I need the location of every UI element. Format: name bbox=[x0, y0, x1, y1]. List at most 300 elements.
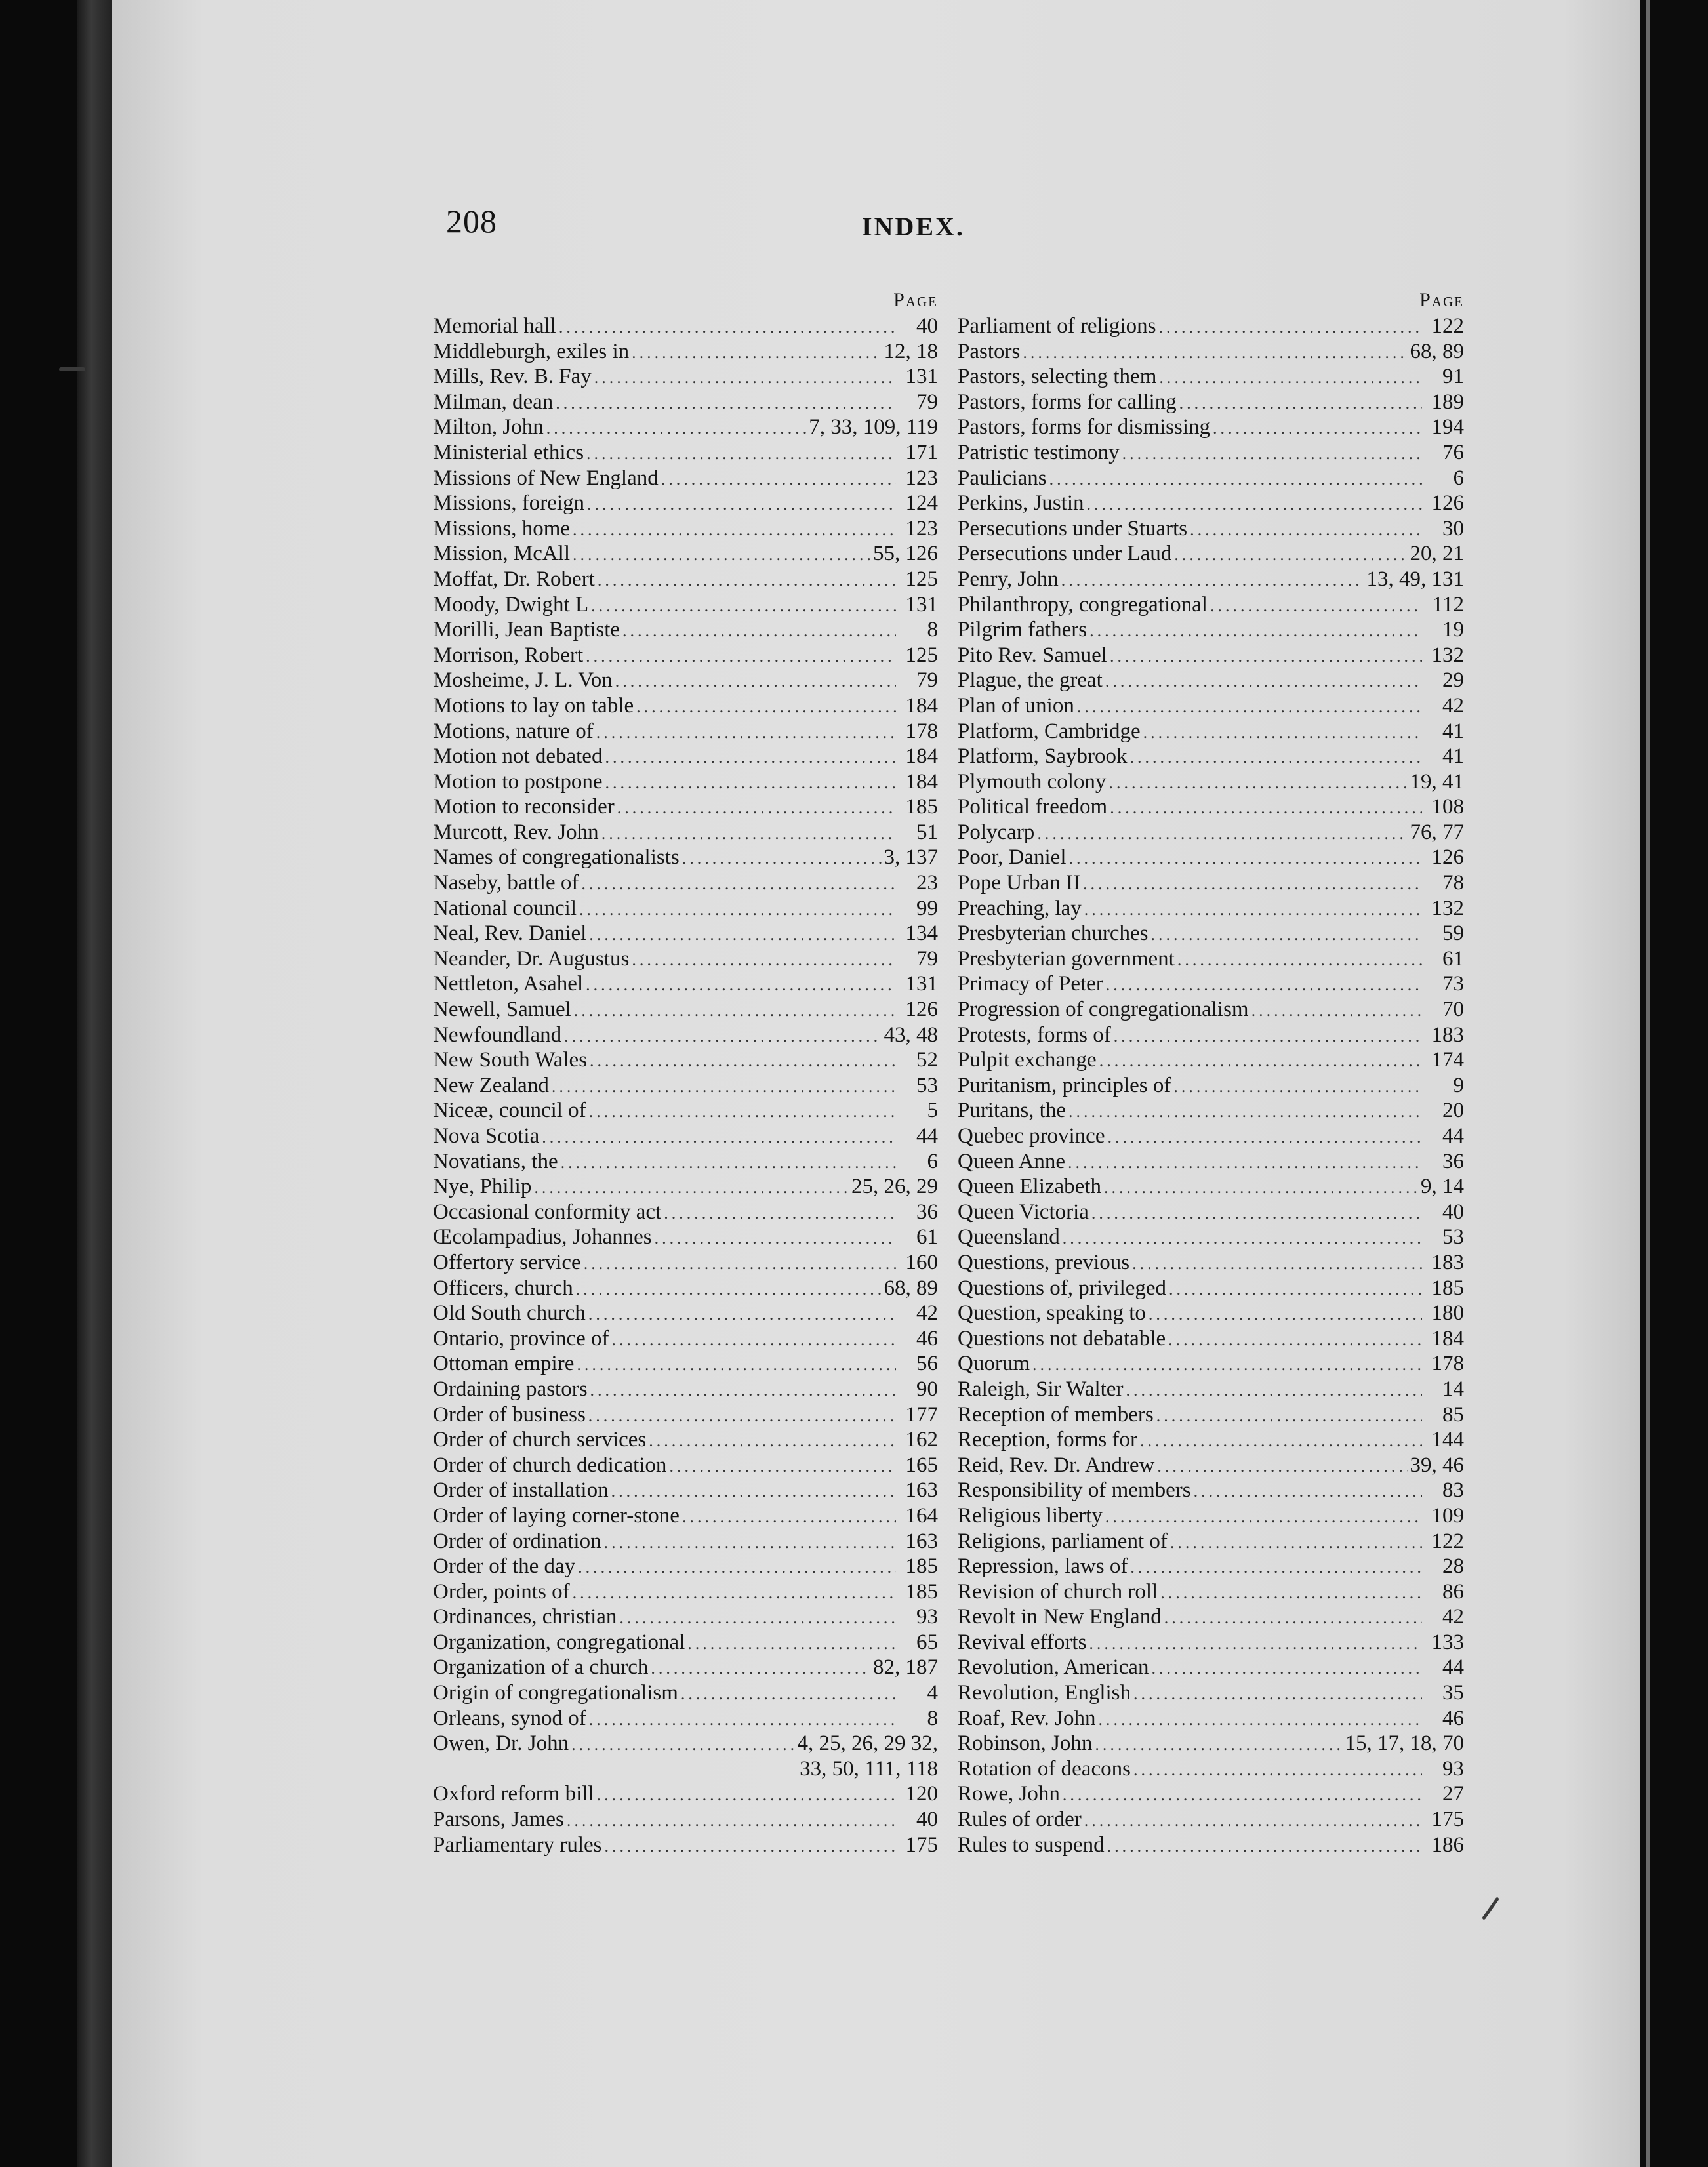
dot-leader bbox=[542, 1125, 896, 1150]
index-entry-term: Names of congregationalists bbox=[433, 845, 680, 870]
index-entry bbox=[433, 1023, 938, 1048]
index-entry-pages: 184 bbox=[1431, 1326, 1464, 1350]
index-entry-pages: 44 bbox=[916, 1124, 938, 1148]
index-entry bbox=[433, 1276, 938, 1301]
dot-leader bbox=[617, 796, 896, 821]
index-entry-pages: 56 bbox=[916, 1352, 938, 1376]
index-entry bbox=[958, 339, 1464, 365]
dot-leader bbox=[584, 1251, 896, 1277]
index-entry-term: Mission, McAll bbox=[433, 542, 571, 566]
index-entry-term: Offertory service bbox=[433, 1250, 581, 1274]
index-entry-pages: 134 bbox=[905, 921, 938, 946]
index-entry bbox=[958, 541, 1464, 567]
index-entry-pages: 20, 21 bbox=[1410, 542, 1464, 566]
index-entry bbox=[958, 1807, 1464, 1833]
dot-leader bbox=[605, 1834, 897, 1859]
index-entry bbox=[958, 1326, 1464, 1352]
index-entry-term: Occasional conformity act bbox=[433, 1200, 662, 1224]
index-entry-pages: 30 bbox=[1442, 516, 1464, 540]
index-entry-term: Paulicians bbox=[958, 466, 1047, 490]
dot-leader bbox=[1156, 1404, 1422, 1429]
index-entry bbox=[433, 1604, 938, 1630]
index-entry bbox=[958, 390, 1464, 415]
index-entry bbox=[433, 820, 938, 845]
index-entry bbox=[433, 1073, 938, 1099]
index-entry-term: Owen, Dr. John bbox=[433, 1732, 569, 1756]
index-entry bbox=[958, 491, 1464, 516]
index-entry-pages: 78 bbox=[1442, 871, 1464, 895]
index-entry-term: Patristic testimony bbox=[958, 440, 1120, 464]
index-entry-pages: 131 bbox=[905, 365, 938, 389]
index-entry bbox=[958, 466, 1464, 491]
index-entry bbox=[958, 971, 1464, 997]
index-entry-term: Penry, John bbox=[958, 567, 1059, 591]
index-entry-term: Roaf, Rev. John bbox=[958, 1706, 1096, 1730]
index-entry-pages: 29 bbox=[1442, 668, 1464, 693]
index-entry bbox=[958, 1453, 1464, 1478]
index-entry-pages: 36 bbox=[1442, 1149, 1464, 1173]
index-entry-term: Officers, church bbox=[433, 1276, 573, 1300]
index-entry-term: Queen Anne bbox=[958, 1149, 1066, 1173]
dot-leader bbox=[587, 492, 896, 517]
index-entry-term: Responsibility of members bbox=[958, 1478, 1191, 1503]
index-entry bbox=[958, 1047, 1464, 1073]
dot-leader bbox=[578, 1555, 896, 1581]
index-entry-term: Reception of members bbox=[958, 1402, 1154, 1427]
index-entry-term: Moody, Dwight L bbox=[433, 592, 589, 617]
index-entry-pages: 163 bbox=[905, 1478, 938, 1503]
dot-leader bbox=[1170, 1530, 1422, 1556]
index-entry bbox=[958, 516, 1464, 542]
dot-leader bbox=[1068, 846, 1422, 872]
index-entry-term: Motion to postpone bbox=[433, 769, 603, 794]
index-entry-pages: 40 bbox=[1442, 1200, 1464, 1224]
index-entry bbox=[958, 643, 1464, 668]
index-entry bbox=[958, 1402, 1464, 1428]
index-entry-term: Plan of union bbox=[958, 693, 1074, 718]
page-title: INDEX. bbox=[862, 212, 965, 241]
index-entry-term: Question, speaking to bbox=[958, 1301, 1146, 1326]
index-entry-term: New South Wales bbox=[433, 1048, 588, 1072]
index-entry bbox=[958, 1604, 1464, 1630]
index-entry bbox=[433, 1250, 938, 1276]
index-entry bbox=[433, 693, 938, 719]
index-entry-pages: 13, 49, 131 bbox=[1366, 567, 1464, 591]
index-entry bbox=[958, 1579, 1464, 1605]
index-entry bbox=[433, 896, 938, 921]
index-entry bbox=[433, 1554, 938, 1579]
index-column-right bbox=[958, 287, 1464, 1857]
index-entry bbox=[433, 921, 938, 946]
dot-leader bbox=[588, 1302, 896, 1327]
dot-leader bbox=[1077, 695, 1422, 720]
index-entry-term: Perkins, Justin bbox=[958, 491, 1084, 516]
index-entry-term: Missions of New England bbox=[433, 466, 659, 490]
index-entry bbox=[433, 1579, 938, 1605]
index-entry-pages: 184 bbox=[905, 769, 938, 794]
dot-leader bbox=[681, 1682, 896, 1707]
dot-leader bbox=[1084, 897, 1422, 923]
dot-leader bbox=[1174, 542, 1407, 568]
index-entry-pages: 131 bbox=[905, 592, 938, 617]
index-entry bbox=[958, 1833, 1464, 1858]
dot-leader bbox=[573, 1581, 896, 1606]
index-entry-pages: 51 bbox=[916, 820, 938, 844]
dot-leader bbox=[586, 441, 896, 467]
index-entry bbox=[433, 845, 938, 870]
index-entry bbox=[433, 1630, 938, 1655]
index-entry-pages: 109 bbox=[1431, 1503, 1464, 1528]
index-entry bbox=[958, 1149, 1464, 1175]
index-entry-pages: 183 bbox=[1431, 1023, 1464, 1047]
index-entry-term: Presbyterian government bbox=[958, 946, 1175, 971]
index-entry-term: Platform, Saybrook bbox=[958, 744, 1128, 769]
index-entry bbox=[433, 1756, 938, 1782]
index-entry-pages: 43, 48 bbox=[884, 1023, 938, 1047]
index-entry-term: Ordaining pastors bbox=[433, 1377, 588, 1401]
index-entry bbox=[958, 921, 1464, 946]
dot-leader bbox=[1095, 1732, 1342, 1758]
index-entry-term: Newfoundland bbox=[433, 1023, 562, 1047]
index-entry-term: Pulpit exchange bbox=[958, 1048, 1097, 1072]
index-entry bbox=[958, 1301, 1464, 1326]
index-entry-pages: 8 bbox=[927, 1706, 938, 1730]
index-entry-pages: 185 bbox=[1431, 1276, 1464, 1300]
index-entry-pages: 61 bbox=[916, 1225, 938, 1249]
index-entry-term: Quorum bbox=[958, 1352, 1030, 1376]
index-entry-term: Oxford reform bill bbox=[433, 1782, 594, 1806]
dot-leader bbox=[1099, 1049, 1422, 1074]
index-entry-term: Quebec province bbox=[958, 1124, 1105, 1148]
column-heading-page: Page bbox=[893, 289, 938, 311]
index-entry bbox=[958, 1731, 1464, 1756]
index-entry bbox=[958, 1225, 1464, 1250]
index-entry-term: Rotation of deacons bbox=[958, 1756, 1131, 1781]
index-entry-term: Nettleton, Asahel bbox=[433, 972, 584, 996]
index-entry-term: Queen Elizabeth bbox=[958, 1175, 1101, 1199]
index-entry-list bbox=[433, 314, 938, 1857]
index-entry-pages: 177 bbox=[905, 1402, 938, 1427]
dot-leader bbox=[655, 1226, 896, 1251]
index-entry-pages: 186 bbox=[1431, 1833, 1464, 1857]
dot-leader bbox=[1143, 720, 1422, 746]
dot-leader bbox=[1126, 1378, 1422, 1404]
index-entry-pages: 122 bbox=[1431, 314, 1464, 338]
index-entry bbox=[433, 415, 938, 440]
index-entry-pages: 163 bbox=[905, 1529, 938, 1553]
index-entry-pages: 189 bbox=[1431, 390, 1464, 414]
dot-leader bbox=[1213, 416, 1422, 441]
dot-leader bbox=[1091, 1201, 1422, 1226]
index-entry-pages: 184 bbox=[905, 744, 938, 769]
index-entry-term: Order of business bbox=[433, 1402, 586, 1427]
index-entry bbox=[433, 617, 938, 643]
index-entry-pages: 162 bbox=[905, 1428, 938, 1452]
index-entry-term: Mills, Rev. B. Fay bbox=[433, 365, 592, 389]
dot-leader bbox=[598, 568, 896, 594]
index-entry-term: Plymouth colony bbox=[958, 769, 1107, 794]
index-entry-pages: 36 bbox=[916, 1200, 938, 1224]
index-entry-term: Niceæ, council of bbox=[433, 1099, 586, 1123]
index-entry-term: Order of church services bbox=[433, 1428, 647, 1452]
index-entry bbox=[433, 1124, 938, 1149]
dot-leader bbox=[577, 1352, 896, 1378]
index-entry bbox=[433, 1706, 938, 1732]
dot-leader bbox=[1150, 922, 1422, 948]
dot-leader bbox=[1151, 1656, 1422, 1682]
dot-leader bbox=[1159, 365, 1422, 391]
index-entry-term: National council bbox=[433, 896, 577, 920]
dot-leader bbox=[1107, 1834, 1422, 1859]
index-entry bbox=[433, 339, 938, 365]
index-entry-pages: 9 bbox=[1453, 1073, 1464, 1097]
index-entry-term: Ordinances, christian bbox=[433, 1605, 617, 1629]
index-entry-pages: 183 bbox=[1431, 1250, 1464, 1274]
index-entry-pages: 108 bbox=[1431, 795, 1464, 819]
index-entry-pages: 93 bbox=[916, 1605, 938, 1629]
index-entry-pages: 40 bbox=[916, 314, 938, 338]
dot-leader bbox=[594, 365, 896, 391]
index-entry-pages: 124 bbox=[905, 491, 938, 516]
dot-leader bbox=[632, 340, 881, 366]
dot-leader bbox=[1049, 467, 1422, 493]
index-entry-term: Naseby, battle of bbox=[433, 871, 579, 895]
index-entry-term: Pastors, forms for dismissing bbox=[958, 415, 1211, 439]
index-entry bbox=[958, 1276, 1464, 1301]
index-entry bbox=[958, 617, 1464, 643]
index-entry-term: Religious liberty bbox=[958, 1503, 1103, 1528]
index-entry-term: Plague, the great bbox=[958, 668, 1103, 693]
index-entry bbox=[958, 1680, 1464, 1706]
index-entry-term: Order of ordination bbox=[433, 1529, 601, 1553]
index-entry bbox=[958, 1351, 1464, 1377]
index-entry-term: Novatians, the bbox=[433, 1149, 558, 1173]
index-entry-pages: 160 bbox=[905, 1250, 938, 1274]
index-entry-pages: 39, 46 bbox=[1410, 1453, 1464, 1477]
index-entry-term: Organization, congregational bbox=[433, 1630, 685, 1654]
index-entry-pages: 8 bbox=[927, 618, 938, 642]
index-entry-pages: 165 bbox=[905, 1453, 938, 1477]
index-entry-pages: 120 bbox=[905, 1782, 938, 1806]
index-entry-term: Ministerial ethics bbox=[433, 440, 584, 464]
index-entry bbox=[958, 1503, 1464, 1529]
index-entry-pages: 55, 126 bbox=[873, 542, 938, 566]
index-entry bbox=[958, 668, 1464, 693]
index-entry-term: Repression, laws of bbox=[958, 1554, 1128, 1579]
index-entry-term: Revolt in New England bbox=[958, 1605, 1162, 1629]
dot-leader bbox=[1108, 771, 1407, 796]
dot-leader bbox=[1032, 1352, 1422, 1378]
index-entry-pages: 19, 41 bbox=[1410, 769, 1464, 794]
dot-leader bbox=[588, 1404, 896, 1429]
index-entry-pages: 125 bbox=[905, 643, 938, 667]
index-entry-term: Old South church bbox=[433, 1301, 586, 1326]
index-entry-pages: 59 bbox=[1442, 921, 1464, 946]
index-entry-term: Motion to reconsider bbox=[433, 795, 615, 819]
index-entry bbox=[958, 1529, 1464, 1554]
dot-leader bbox=[605, 771, 896, 796]
index-entry bbox=[433, 1098, 938, 1124]
index-entry bbox=[958, 870, 1464, 896]
index-entry-term: Missions, foreign bbox=[433, 491, 584, 516]
dot-leader bbox=[1160, 1581, 1422, 1606]
dot-leader bbox=[1130, 1555, 1422, 1581]
index-entry bbox=[433, 1427, 938, 1453]
dot-leader bbox=[1023, 340, 1407, 366]
scan-speck bbox=[1482, 1897, 1499, 1920]
index-entry bbox=[433, 516, 938, 542]
index-entry-term: Milton, John bbox=[433, 415, 544, 439]
index-entry bbox=[433, 1149, 938, 1175]
index-entry bbox=[958, 592, 1464, 618]
dot-leader bbox=[649, 1428, 896, 1454]
index-entry-term: Milman, dean bbox=[433, 390, 554, 414]
index-entry bbox=[433, 744, 938, 769]
index-entry-pages: 73 bbox=[1442, 972, 1464, 996]
index-entry-pages: 6 bbox=[1453, 466, 1464, 490]
index-entry bbox=[433, 769, 938, 795]
index-entry-pages: 79 bbox=[916, 668, 938, 693]
index-entry bbox=[958, 1427, 1464, 1453]
dot-leader bbox=[546, 416, 807, 441]
index-entry bbox=[958, 1706, 1464, 1732]
index-entry-pages: 7, 33, 109, 119 bbox=[809, 415, 938, 439]
dot-leader bbox=[571, 1732, 794, 1758]
index-entry-pages: 164 bbox=[905, 1503, 938, 1528]
index-entry bbox=[433, 1781, 938, 1807]
index-entry bbox=[433, 567, 938, 592]
index-entry-pages: 42 bbox=[916, 1301, 938, 1326]
dot-leader bbox=[1063, 1783, 1422, 1808]
index-entry-pages: 132 bbox=[1431, 643, 1464, 667]
index-entry-term: Persecutions under Stuarts bbox=[958, 516, 1188, 540]
index-entry-term: Revival efforts bbox=[958, 1630, 1087, 1654]
index-entry-term: Revolution, English bbox=[958, 1681, 1131, 1705]
index-entry-pages: 68, 89 bbox=[1410, 339, 1464, 363]
index-entry-pages: 46 bbox=[916, 1326, 938, 1350]
index-entry-term: Organization of a church bbox=[433, 1655, 649, 1680]
index-entry-pages: 185 bbox=[905, 1579, 938, 1604]
index-entry-term: Rowe, John bbox=[958, 1782, 1060, 1806]
dot-leader bbox=[1107, 1125, 1422, 1150]
dot-leader bbox=[1061, 568, 1364, 594]
dot-leader bbox=[632, 948, 896, 973]
index-entry bbox=[433, 971, 938, 997]
dot-leader bbox=[559, 315, 896, 340]
index-entry-term: Parliament of religions bbox=[958, 314, 1156, 338]
index-entry-term: Order of the day bbox=[433, 1554, 576, 1579]
index-entry bbox=[958, 946, 1464, 972]
dot-leader bbox=[1190, 517, 1422, 543]
index-entry-term: Morrison, Robert bbox=[433, 643, 584, 667]
index-entry bbox=[958, 314, 1464, 339]
dot-leader bbox=[615, 669, 896, 695]
dot-leader bbox=[1068, 1150, 1422, 1176]
dot-leader bbox=[1140, 1428, 1422, 1454]
dot-leader bbox=[661, 467, 896, 493]
index-entry-pages: 23 bbox=[916, 871, 938, 895]
index-entry bbox=[958, 845, 1464, 870]
dot-leader bbox=[612, 1327, 897, 1353]
dot-leader bbox=[1083, 872, 1422, 897]
index-entry-pages: 194 bbox=[1431, 415, 1464, 439]
index-entry-term: Poor, Daniel bbox=[958, 845, 1067, 870]
dot-leader bbox=[664, 1201, 896, 1226]
dot-leader bbox=[581, 872, 896, 897]
page-number: 208 bbox=[446, 203, 497, 239]
index-entry-term: Philanthropy, congregational bbox=[958, 592, 1208, 617]
dot-leader bbox=[1177, 948, 1422, 973]
index-entry-term: Reception, forms for bbox=[958, 1428, 1138, 1452]
index-entry-pages: 68, 89 bbox=[884, 1276, 938, 1300]
index-entry bbox=[958, 1478, 1464, 1503]
dot-leader bbox=[611, 1479, 896, 1505]
index-entry-pages: 82, 187 bbox=[873, 1655, 938, 1680]
dot-leader bbox=[576, 1277, 882, 1303]
index-entry bbox=[958, 896, 1464, 921]
dot-leader bbox=[1084, 1808, 1422, 1834]
index-entry-pages: 27 bbox=[1442, 1782, 1464, 1806]
column-heading-page: Page bbox=[1419, 289, 1464, 311]
index-entry-pages: 15, 17, 18, 70 bbox=[1345, 1732, 1464, 1756]
dot-leader bbox=[1110, 796, 1422, 821]
index-entry-term: Neal, Rev. Daniel bbox=[433, 921, 587, 946]
index-entry-pages: 4, 25, 26, 29 32, bbox=[797, 1732, 938, 1756]
index-entry-pages: 126 bbox=[1431, 491, 1464, 516]
dot-leader bbox=[1164, 1606, 1422, 1631]
index-entry-term: Newell, Samuel bbox=[433, 998, 571, 1022]
index-entry bbox=[433, 1478, 938, 1503]
index-entry bbox=[433, 314, 938, 339]
index-entry bbox=[433, 1807, 938, 1833]
index-entry-pages: 53 bbox=[916, 1073, 938, 1097]
index-entry-term: Platform, Cambridge bbox=[958, 719, 1141, 743]
index-entry-term: Middleburgh, exiles in bbox=[433, 339, 630, 363]
index-entry-term: Orleans, synod of bbox=[433, 1706, 586, 1730]
dot-leader bbox=[669, 1454, 896, 1480]
dot-leader bbox=[636, 695, 896, 720]
index-entry-term: Murcott, Rev. John bbox=[433, 820, 599, 844]
adjacent-page-edge bbox=[1640, 0, 1708, 2167]
index-entry-pages: 28 bbox=[1442, 1554, 1464, 1579]
index-entry bbox=[433, 1680, 938, 1706]
index-entry-term: Puritanism, principles of bbox=[958, 1073, 1171, 1097]
index-entry-pages: 185 bbox=[905, 1554, 938, 1579]
index-entry bbox=[958, 415, 1464, 440]
index-entry bbox=[433, 1174, 938, 1200]
index-entry bbox=[958, 1756, 1464, 1782]
index-entry-pages: 61 bbox=[1442, 946, 1464, 971]
index-entry-pages: 175 bbox=[905, 1833, 938, 1857]
index-entry-term: Pastors bbox=[958, 339, 1021, 363]
index-entry bbox=[433, 364, 938, 390]
index-entry-pages: 14 bbox=[1442, 1377, 1464, 1401]
index-entry bbox=[433, 1225, 938, 1250]
dot-leader bbox=[682, 1505, 896, 1530]
index-entry-pages: 85 bbox=[1442, 1402, 1464, 1427]
index-entry bbox=[958, 1174, 1464, 1200]
index-entry-pages: 5 bbox=[927, 1099, 938, 1123]
index-entry-term: Œcolampadius, Johannes bbox=[433, 1225, 652, 1249]
dot-leader bbox=[1194, 1479, 1422, 1505]
index-entry-pages: 178 bbox=[1431, 1352, 1464, 1376]
index-entry-pages: 184 bbox=[905, 693, 938, 718]
scan-speck bbox=[59, 367, 85, 371]
index-entry bbox=[433, 719, 938, 744]
index-entry-term: Origin of congregationalism bbox=[433, 1681, 678, 1705]
index-entry-term: Order, points of bbox=[433, 1579, 570, 1604]
index-entry bbox=[433, 997, 938, 1023]
